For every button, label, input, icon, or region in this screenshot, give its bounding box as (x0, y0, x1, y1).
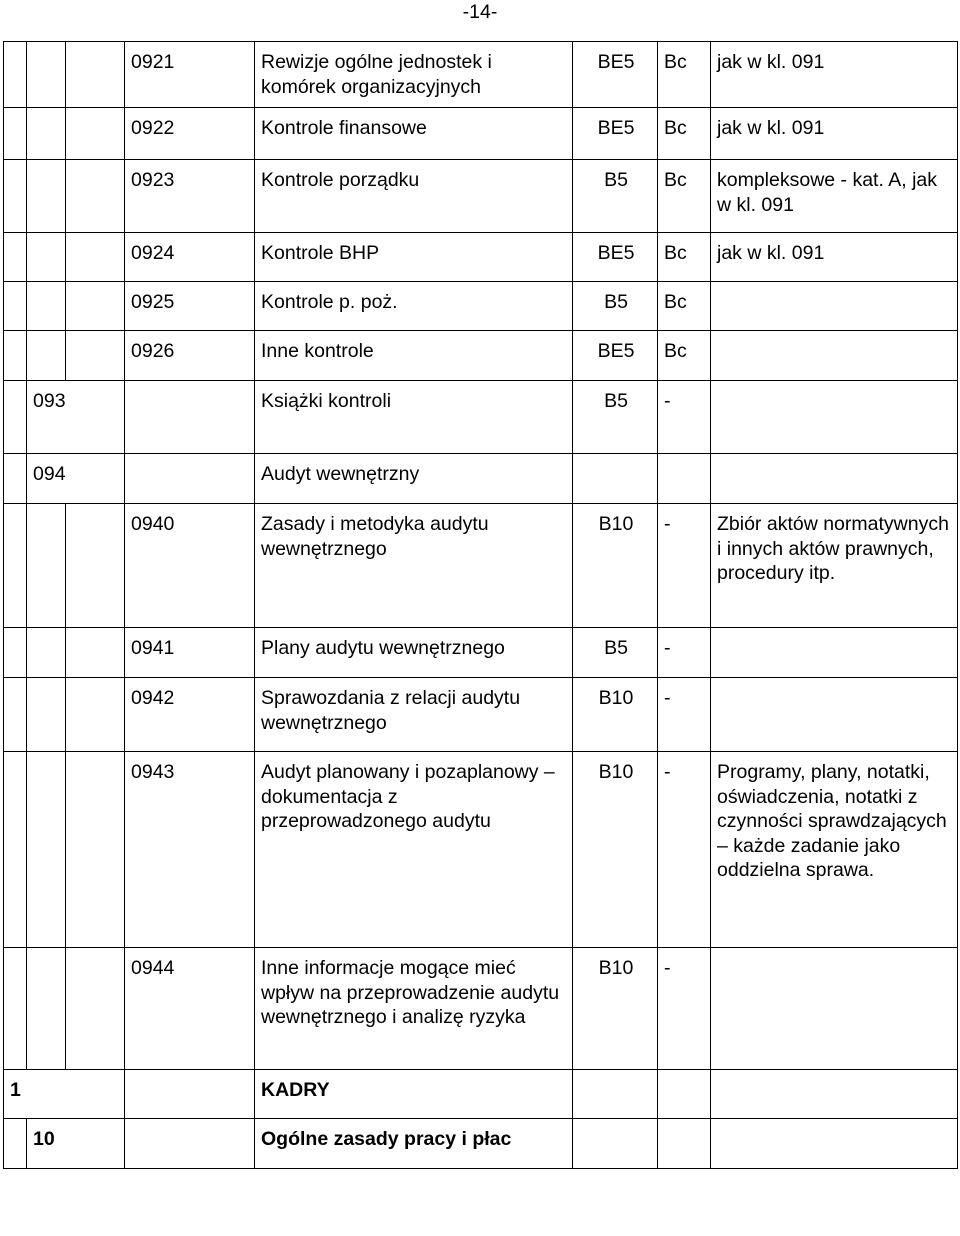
cell-notes (711, 948, 958, 1070)
cell-a (4, 504, 27, 628)
cell-sub (66, 331, 125, 381)
cell-notes (711, 454, 958, 504)
cell-sub (66, 628, 125, 678)
cell-code: 0925 (125, 282, 255, 331)
cell-sub (66, 282, 125, 331)
section-title: Ogólne zasady pracy i płac (255, 1119, 573, 1169)
cell-a (4, 1119, 27, 1169)
cell-sub (66, 752, 125, 948)
classification-table (3, 41, 958, 1169)
cell-notes (711, 331, 958, 381)
cell-title: Inne kontrole (255, 331, 573, 381)
cell-category-2: - (658, 752, 711, 948)
cell-code: 0926 (125, 331, 255, 381)
cell-b (27, 948, 66, 1070)
table-row (4, 233, 958, 282)
table-row (4, 108, 958, 160)
cell-b (27, 628, 66, 678)
section-title: KADRY (255, 1070, 573, 1119)
cell-title: Rewizje ogólne jednostek i komórek organizacyjnych (255, 42, 573, 108)
cell-title: Kontrole BHP (255, 233, 573, 282)
cell-title: Sprawozdania z relacji audytu wewnętrznego (255, 678, 573, 752)
cell-category: B5 (573, 282, 658, 331)
cell-notes (711, 381, 958, 454)
cell-a (4, 42, 27, 108)
cell-group-code: 093 (27, 381, 125, 454)
cell-b (27, 331, 66, 381)
cell-category: BE5 (573, 233, 658, 282)
table-row (4, 678, 958, 752)
cell-notes (711, 628, 958, 678)
cell-category-2 (658, 454, 711, 504)
section-code: 10 (27, 1119, 125, 1169)
cell-category: B10 (573, 678, 658, 752)
cell-a (4, 282, 27, 331)
table-row (4, 282, 958, 331)
cell-code: 0940 (125, 504, 255, 628)
cell-category-2: - (658, 628, 711, 678)
cell-category-2: - (658, 381, 711, 454)
cell-sub (66, 504, 125, 628)
cell-a (4, 381, 27, 454)
cell-notes: Programy, plany, notatki, oświadczenia, notatki z czynności sprawdzających – każde zadanie jako oddzielna sprawa. (711, 752, 958, 948)
cell-category: B10 (573, 752, 658, 948)
cell-category-2 (658, 1119, 711, 1169)
cell-a (4, 233, 27, 282)
cell-category (573, 454, 658, 504)
cell-sub (66, 108, 125, 160)
cell-title: Kontrole finansowe (255, 108, 573, 160)
cell-code (125, 1070, 255, 1119)
cell-title: Zasady i metodyka audytu wewnętrznego (255, 504, 573, 628)
cell-b (27, 678, 66, 752)
table-row (4, 628, 958, 678)
cell-category-2 (658, 1070, 711, 1119)
cell-code: 0921 (125, 42, 255, 108)
cell-a (4, 108, 27, 160)
cell-b (27, 108, 66, 160)
cell-title: Inne informacje mogące mieć wpływ na przeprowadzenie audytu wewnętrznego i analizę ryzyka (255, 948, 573, 1070)
table-body (4, 42, 958, 1169)
cell-category-2: Bc (658, 42, 711, 108)
cell-code: 0941 (125, 628, 255, 678)
cell-notes: Zbiór aktów normatywnych i innych aktów prawnych, procedury itp. (711, 504, 958, 628)
cell-category (573, 1070, 658, 1119)
cell-notes (711, 1119, 958, 1169)
cell-category: BE5 (573, 331, 658, 381)
cell-a (4, 678, 27, 752)
cell-category: B5 (573, 160, 658, 233)
cell-category-2: Bc (658, 108, 711, 160)
cell-code: 0924 (125, 233, 255, 282)
cell-code: 0922 (125, 108, 255, 160)
cell-title: Kontrole porządku (255, 160, 573, 233)
section-row-kadry (4, 1070, 958, 1119)
cell-b (27, 42, 66, 108)
cell-category: B10 (573, 504, 658, 628)
table-row (4, 504, 958, 628)
cell-sub (66, 42, 125, 108)
section-row-10 (4, 1119, 958, 1169)
cell-a (4, 331, 27, 381)
table-row (4, 160, 958, 233)
cell-category-2: - (658, 678, 711, 752)
section-code: 1 (4, 1070, 125, 1119)
cell-category-2: - (658, 948, 711, 1070)
cell-category: B5 (573, 381, 658, 454)
page-number: -14- (462, 1, 498, 23)
cell-sub (66, 160, 125, 233)
cell-b (27, 504, 66, 628)
cell-title: Książki kontroli (255, 381, 573, 454)
cell-code: 0943 (125, 752, 255, 948)
cell-category-2: Bc (658, 282, 711, 331)
table-row (4, 331, 958, 381)
cell-notes: jak w kl. 091 (711, 233, 958, 282)
cell-category-2: Bc (658, 233, 711, 282)
cell-code: 0944 (125, 948, 255, 1070)
cell-code: 0942 (125, 678, 255, 752)
cell-notes: jak w kl. 091 (711, 42, 958, 108)
cell-category: B5 (573, 628, 658, 678)
cell-code (125, 1119, 255, 1169)
cell-a (4, 752, 27, 948)
cell-code: 0923 (125, 160, 255, 233)
cell-code (125, 381, 255, 454)
cell-b (27, 233, 66, 282)
cell-a (4, 454, 27, 504)
cell-category-2: - (658, 504, 711, 628)
cell-title: Audyt wewnętrzny (255, 454, 573, 504)
cell-category: BE5 (573, 108, 658, 160)
cell-a (4, 628, 27, 678)
cell-sub (66, 233, 125, 282)
cell-title: Kontrole p. poż. (255, 282, 573, 331)
cell-b (27, 160, 66, 233)
cell-notes (711, 1070, 958, 1119)
cell-category-2: Bc (658, 331, 711, 381)
cell-category: BE5 (573, 42, 658, 108)
cell-code (125, 454, 255, 504)
cell-notes: kompleksowe - kat. A, jak w kl. 091 (711, 160, 958, 233)
cell-notes: jak w kl. 091 (711, 108, 958, 160)
cell-category: B10 (573, 948, 658, 1070)
cell-a (4, 948, 27, 1070)
table-row (4, 454, 958, 504)
cell-b (27, 752, 66, 948)
cell-notes (711, 678, 958, 752)
cell-sub (66, 948, 125, 1070)
cell-category (573, 1119, 658, 1169)
cell-group-code: 094 (27, 454, 125, 504)
cell-a (4, 160, 27, 233)
table-row (4, 948, 958, 1070)
cell-b (27, 282, 66, 331)
cell-title: Audyt planowany i pozaplanowy – dokumentacja z przeprowadzonego audytu (255, 752, 573, 948)
cell-title: Plany audytu wewnętrznego (255, 628, 573, 678)
cell-notes (711, 282, 958, 331)
cell-sub (66, 678, 125, 752)
table-row (4, 381, 958, 454)
table-row (4, 42, 958, 108)
cell-category-2: Bc (658, 160, 711, 233)
table-row (4, 752, 958, 948)
